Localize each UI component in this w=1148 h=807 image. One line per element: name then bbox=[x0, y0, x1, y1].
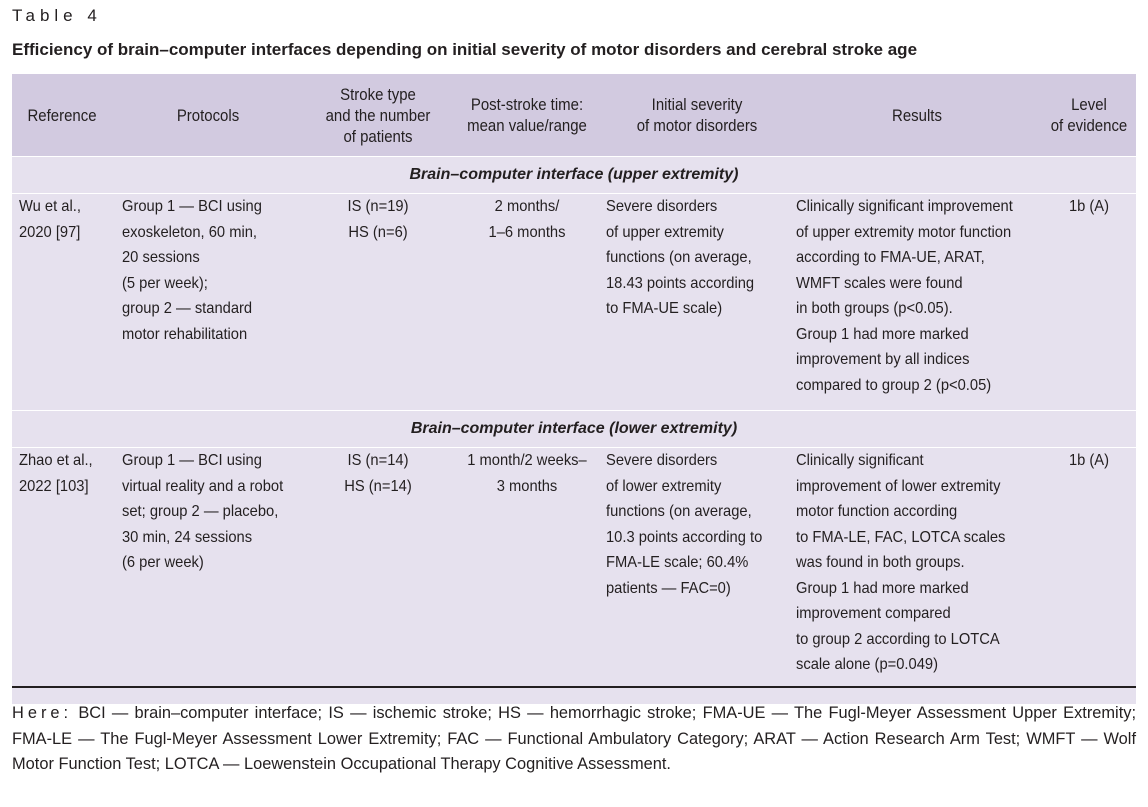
cell-reference: Zhao et al., 2022 [103] bbox=[19, 452, 93, 495]
cell-results: Clinically significant improvement of upper extremity motor function according to FMA-UE, ARAT, WMFT scales were found in both groups (p<0.05). Group 1 had more marked improvement by all indices compared to group 2 (p<0.05) bbox=[796, 198, 1013, 394]
table-row bbox=[12, 194, 1136, 411]
header-row bbox=[12, 74, 1136, 157]
section-title: Brain–computer interface (lower extremity) bbox=[12, 411, 1136, 448]
cell-stroke-type: IS (n=14) HS (n=14) bbox=[344, 452, 412, 495]
header-stroke-type: Stroke type and the number of patients bbox=[304, 74, 452, 157]
cell-initial-severity: Severe disorders of upper extremity functions (on average, 18.43 points according to FMA-UE scale) bbox=[606, 198, 755, 317]
table-bottom-rule bbox=[12, 686, 1136, 688]
footnote-text: BCI — brain–computer interface; IS — ischemic stroke; HS — hemorrhagic stroke; FMA-UE — The Fugl-Meyer Assessment Upper Extremity; FMA-LE — The Fugl-Meyer Assessment Lower Extremity; FAC — Functional Ambulatory Category; ARAT — Action Research Arm Test; WMFT — Wolf Motor Function Test; LOTCA — Loewenstein Occupational Therapy Cognitive Assessment. bbox=[12, 704, 1136, 773]
header-results: Results bbox=[792, 74, 1042, 157]
section-row-upper bbox=[12, 157, 1136, 194]
cell-reference: Wu et al., 2020 [97] bbox=[19, 198, 81, 241]
cell-initial-severity: Severe disorders of lower extremity functions (on average, 10.3 points according to FMA-LE scale; 60.4% patients — FAC=0) bbox=[606, 452, 763, 597]
cell-post-stroke-time: 1 month/2 weeks– 3 months bbox=[467, 452, 587, 495]
header-protocols: Protocols bbox=[112, 74, 304, 157]
table-row bbox=[12, 448, 1136, 705]
cell-results: Clinically significant improvement of lower extremity motor function according to FMA-LE, FAC, LOTCA scales was found in both groups. Group 1 had more marked improvement compared to group 2 according to LOTCA scale alone (p=0.049) bbox=[796, 452, 1006, 673]
results-table bbox=[12, 74, 1136, 705]
header-reference: Reference bbox=[12, 74, 112, 157]
footnote-lead: Here: bbox=[12, 704, 73, 722]
cell-stroke-type: IS (n=19) HS (n=6) bbox=[347, 198, 409, 241]
cell-protocols: Group 1 — BCI using virtual reality and a robot set; group 2 — placebo, 30 min, 24 sessions (6 per week) bbox=[122, 452, 284, 571]
table-label: Table 4 bbox=[12, 6, 102, 25]
cell-level: 1b (A) bbox=[1068, 452, 1110, 469]
header-level-of-evidence: Level of evidence bbox=[1042, 74, 1136, 157]
cell-post-stroke-time: 2 months/ 1–6 months bbox=[488, 198, 566, 241]
section-row-lower bbox=[12, 411, 1136, 448]
table-title: Efficiency of brain–computer interfaces depending on initial severity of motor disorders and cerebral stroke age bbox=[12, 40, 918, 59]
table-footnote bbox=[12, 701, 1136, 778]
cell-level: 1b (A) bbox=[1068, 198, 1110, 215]
header-initial-severity: Initial severity of motor disorders bbox=[602, 74, 792, 157]
cell-protocols: Group 1 — BCI using exoskeleton, 60 min, 20 sessions (5 per week); group 2 — standard motor rehabilitation bbox=[122, 198, 262, 343]
header-post-stroke-time: Post-stroke time: mean value/range bbox=[452, 74, 602, 157]
section-title: Brain–computer interface (upper extremity) bbox=[12, 157, 1136, 194]
